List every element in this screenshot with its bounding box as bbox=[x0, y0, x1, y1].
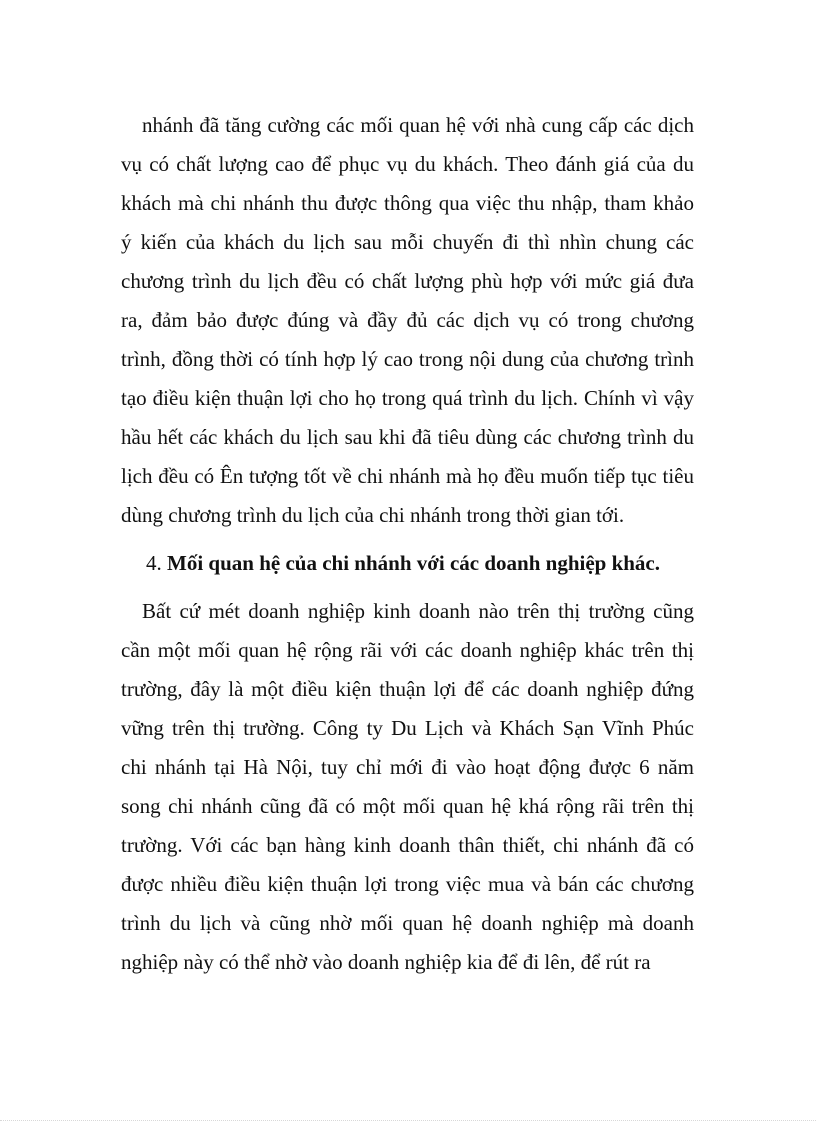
paragraph-line: tạo điều kiện thuận lợi cho họ trong quá trình du lịch. Chính vì vậy bbox=[121, 386, 694, 410]
paragraph-line: vững trên thị trường. Công ty Du Lịch và Khách Sạn Vĩnh Phúc bbox=[121, 716, 694, 740]
paragraph-line: chương trình du lịch đều có chất lượng phù hợp với mức giá đưa bbox=[121, 269, 694, 293]
paragraph-line: được nhiều điều kiện thuận lợi trong việc mua và bán các chương bbox=[121, 872, 694, 896]
paragraph-line: trường. Với các bạn hàng kinh doanh thân thiết, chi nhánh đã có bbox=[121, 833, 694, 857]
section-heading bbox=[146, 548, 719, 578]
paragraph-line: nhánh đã tăng cường các mối quan hệ với nhà cung cấp các dịch bbox=[142, 113, 694, 137]
section-title: Mối quan hệ của chi nhánh với các doanh nghiệp khác. bbox=[167, 551, 661, 575]
paragraph-line: trình du lịch và cũng nhờ mối quan hệ doanh nghiệp mà doanh bbox=[121, 911, 694, 935]
paragraph-line: Bất cứ mét doanh nghiệp kinh doanh nào trên thị trường cũng bbox=[142, 599, 694, 623]
paragraph-line: trình, đồng thời có tính hợp lý cao trong nội dung của chương trình bbox=[121, 347, 694, 371]
section-number: 4. bbox=[146, 551, 162, 575]
paragraph-line: trường, đây là một điều kiện thuận lợi để các doanh nghiệp đứng bbox=[121, 677, 694, 701]
paragraph-line: hầu hết các khách du lịch sau khi đã tiêu dùng các chương trình du bbox=[121, 425, 694, 449]
paragraph-line: ý kiến của khách du lịch sau mỗi chuyến đi thì nhìn chung các bbox=[121, 230, 694, 254]
paragraph-line: cần một mối quan hệ rộng rãi với các doanh nghiệp khác trên thị bbox=[121, 638, 694, 662]
paragraph-line: nghiệp này có thể nhờ vào doanh nghiệp kia để đi lên, để rút ra bbox=[121, 950, 651, 974]
paragraph-line: vụ có chất lượng cao để phục vụ du khách. Theo đánh giá của du bbox=[121, 152, 694, 176]
paragraph-line: ra, đảm bảo được đúng và đầy đủ các dịch vụ có trong chương bbox=[121, 308, 694, 332]
paragraph-line: khách mà chi nhánh thu được thông qua việc thu nhập, tham khảo bbox=[121, 191, 694, 215]
paragraph-line: song chi nhánh cũng đã có một mối quan hệ khá rộng rãi trên thị bbox=[121, 794, 694, 818]
page-bottom-border bbox=[0, 1120, 816, 1121]
paragraph-line: lịch đều có Ên tượng tốt về chi nhánh mà họ đều muốn tiếp tục tiêu bbox=[121, 464, 694, 488]
paragraph-line: dùng chương trình du lịch của chi nhánh trong thời gian tới. bbox=[121, 503, 625, 527]
paragraph-line: chi nhánh tại Hà Nội, tuy chỉ mới đi vào hoạt động được 6 năm bbox=[121, 755, 694, 779]
